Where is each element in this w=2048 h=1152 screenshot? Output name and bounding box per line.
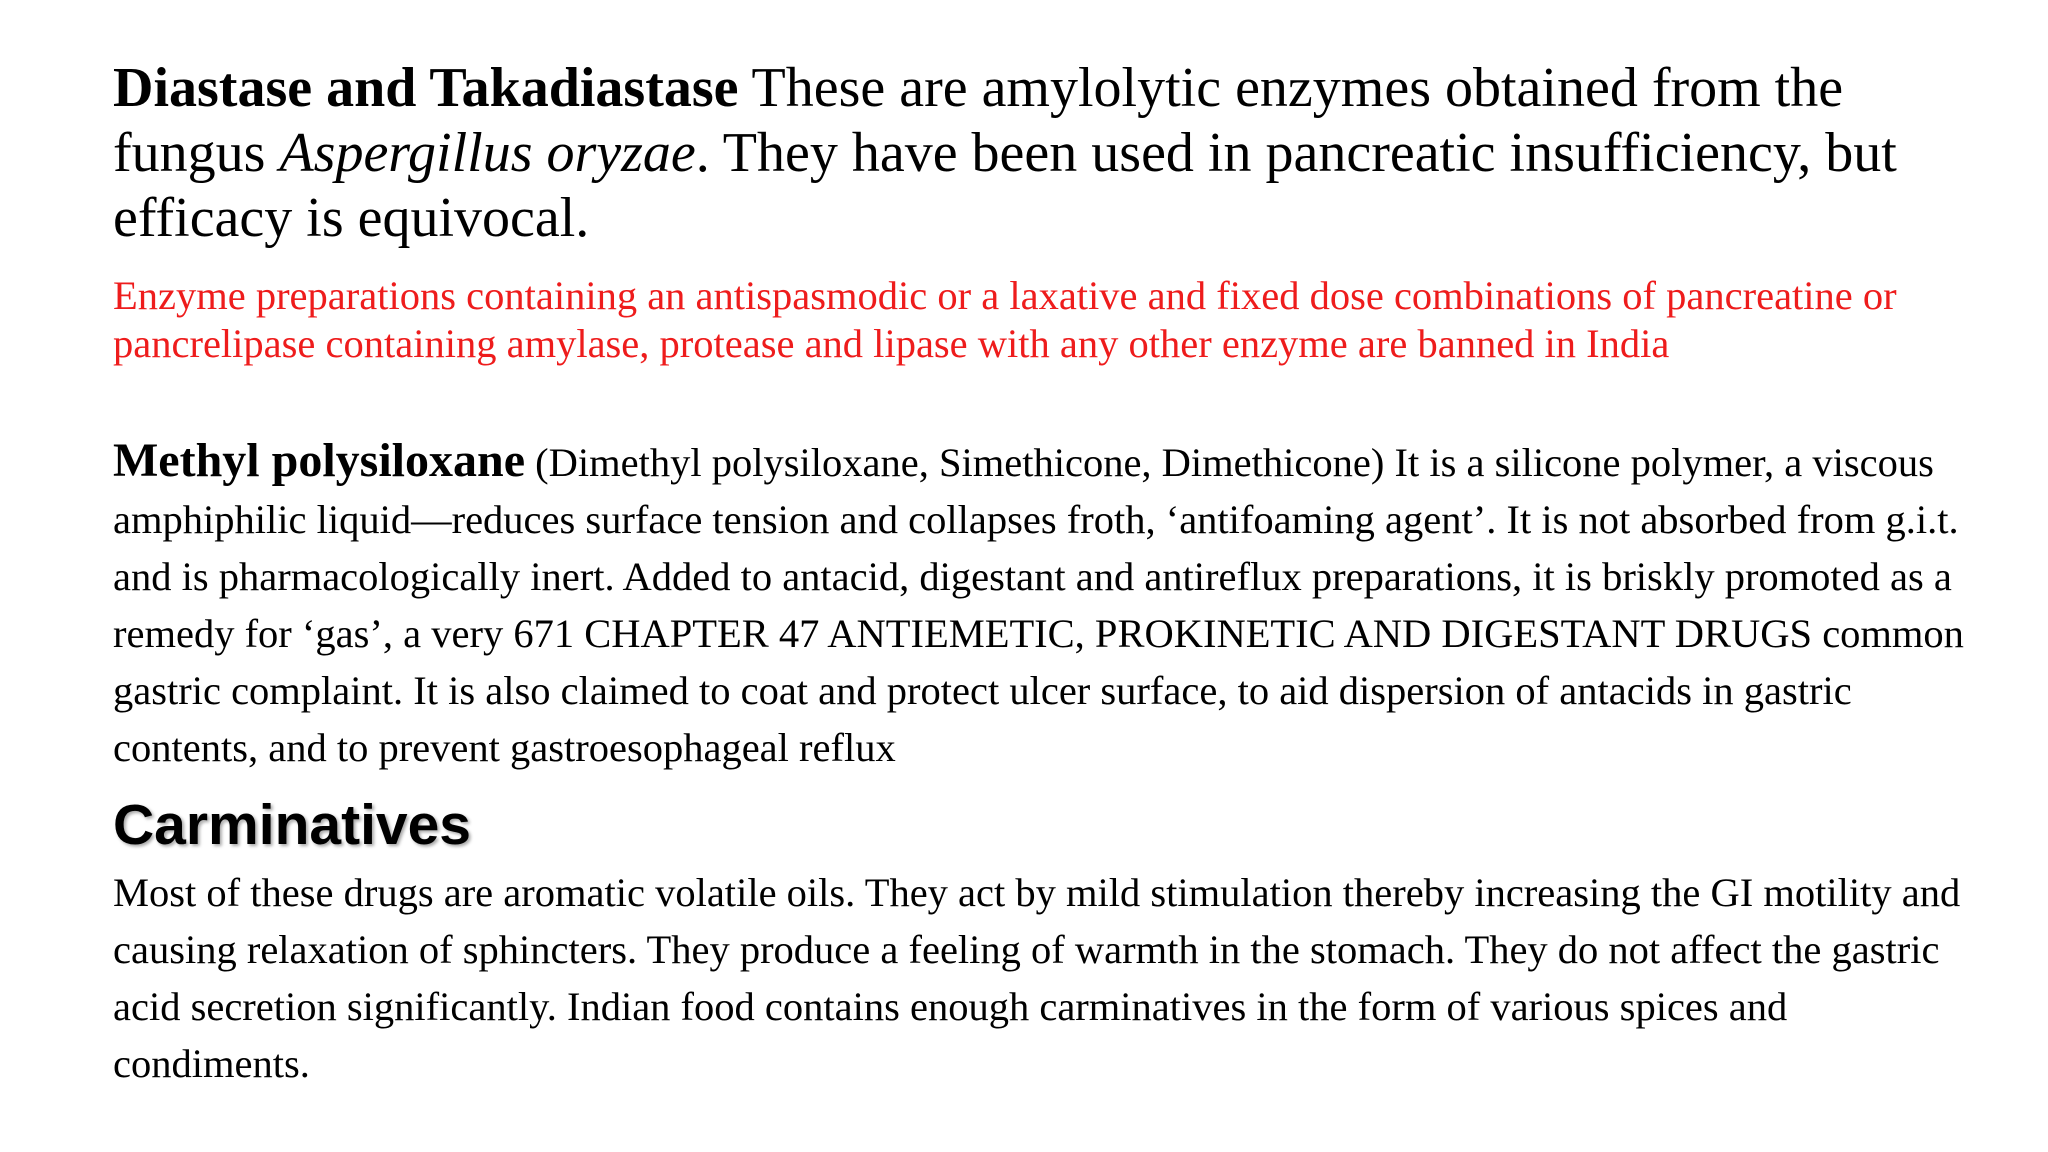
diastase-text-after: . They have been used in pancreatic insufficiency, but efficacy is equivocal. (113, 122, 1897, 249)
methyl-text: (Dimethyl polysiloxane, Simethicone, Dimethicone) It is a silicone polymer, a viscous amphiphilic liquid—reduces surface tension and collapses froth, ‘antifoaming agent’. It is not absorbed from g.i.t. and is pharmacologically inert. Added to antacid, digestant and antireflux preparations, it is briskly promoted as a remedy for ‘gas’, a very 671 CHAPTER 47 ANTIEMETIC, PROKINETIC AND DIGESTANT DRUGS common gastric complaint. It is also claimed to coat and protect ulcer surface, to aid dispersion of antacids in gastric contents, and to prevent gastroesophageal reflux (113, 440, 1964, 770)
methyl-polysiloxane-paragraph (113, 432, 1993, 776)
diastase-term: Diastase and Takadiastase (113, 57, 739, 119)
slide-content (113, 56, 1993, 1092)
methyl-term: Methyl polysiloxane (113, 434, 526, 487)
species-name: Aspergillus oryzae (279, 122, 696, 184)
carminatives-heading: Carminatives (113, 793, 472, 857)
ban-note: Enzyme preparations containing an antispasmodic or a laxative and fixed dose combinations of pancreatine or pancrelipase containing amylase, protease and lipase with any other enzyme are banned in India (113, 273, 1897, 366)
carminatives-paragraph: Most of these drugs are aromatic volatile oils. They act by mild stimulation thereby increasing the GI motility and causing relaxation of sphincters. They produce a feeling of warmth in the stomach. They do not affect the gastric acid secretion significantly. Indian food contains enough carminatives in the form of various spices and condiments. (113, 870, 1961, 1086)
diastase-text-before: These are amylolytic enzymes obtained from the fungus (113, 57, 1844, 184)
diastase-paragraph (113, 56, 1993, 251)
